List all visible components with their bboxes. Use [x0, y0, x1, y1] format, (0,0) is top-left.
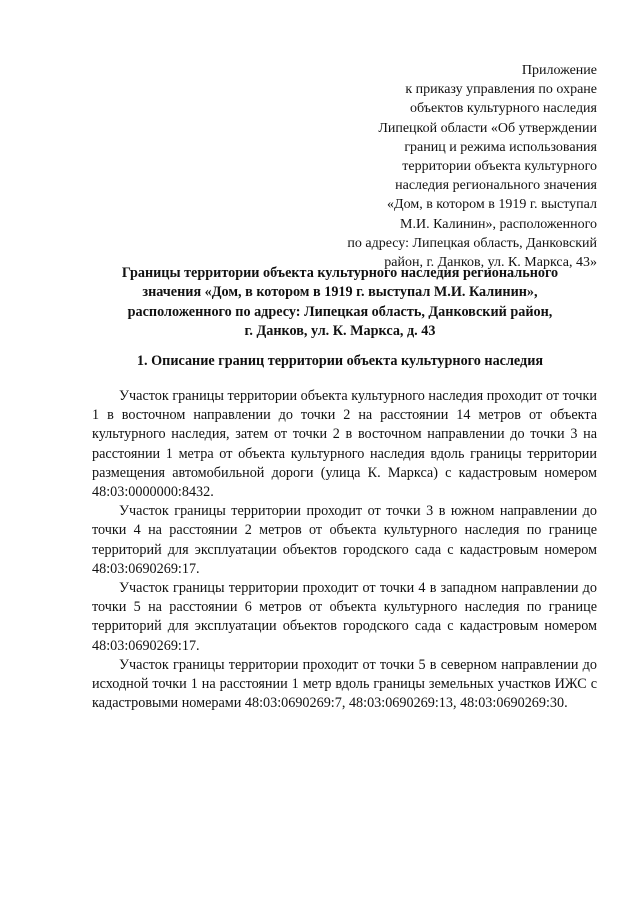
appendix-line: район, г. Данков, ул. К. Маркса, 43» — [384, 255, 597, 271]
appendix-line: Липецкой области «Об утверждении — [378, 120, 597, 136]
appendix-header — [297, 61, 597, 272]
appendix-line: объектов культурного наследия — [409, 101, 597, 117]
appendix-line: по адресу: Липецкая область, Данковский — [347, 235, 597, 251]
appendix-line: территории объекта культурного — [402, 159, 597, 175]
appendix-line: к приказу управления по охране — [405, 82, 597, 98]
appendix-line: наследия регионального значения — [395, 178, 597, 194]
appendix-line: Приложение — [521, 63, 597, 78]
paragraph: Участок границы территории проходит от точки 5 в северном направлении до исходной точки 1 на расстоянии 1 метр вдоль границы земельных участков ИЖС с кадастровыми номерами 48:03:0690269:7, 48:03:0690269:13, 48:03:0690269:30. — [92, 656, 597, 712]
title-line: Границы территории объекта культурного наследия регионального — [121, 265, 559, 281]
section-heading: 1. Описание границ территории объекта культурного наследия — [136, 353, 544, 369]
paragraph: Участок границы территории проходит от точки 4 в западном направлении до точки 5 на расстоянии 6 метров от объекта культурного наследия по границе территорий для эксплуатации объектов городского сада с кадастровым номером 48:03:0690269:17. — [92, 580, 597, 654]
appendix-line: границ и режима использования — [404, 139, 597, 155]
paragraph: Участок границы территории объекта культурного наследия проходит от точки 1 в восточном направлении до точки 2 на расстоянии 14 метров от объекта культурного наследия, затем от точки 2 в восточном направлении до точки 3 на расстоянии 1 метра от объекта культурного наследия вдоль границы территории размещения автомобильной дороги (улица К. Маркса) с кадастровым номером 48:03:0000000:8432. — [92, 388, 597, 501]
appendix-line: М.И. Калинин», расположенного — [400, 216, 597, 232]
document-title — [60, 264, 620, 342]
paragraph: Участок границы территории проходит от точки 3 в южном направлении до точки 4 на расстоянии 2 метров от объекта культурного наследия по границе территорий для эксплуатации объектов городского сада с кадастровым номером 48:03:0690269:17. — [92, 503, 597, 577]
title-line: расположенного по адресу: Липецкая область, Данковский район, — [127, 303, 553, 320]
title-line: значения «Дом, в котором в 1919 г. выступал М.И. Калинин», — [142, 284, 538, 301]
title-line: г. Данков, ул. К. Маркса, д. 43 — [244, 323, 436, 340]
appendix-line: «Дом, в котором в 1919 г. выступал — [387, 197, 597, 213]
section-body — [92, 387, 597, 713]
